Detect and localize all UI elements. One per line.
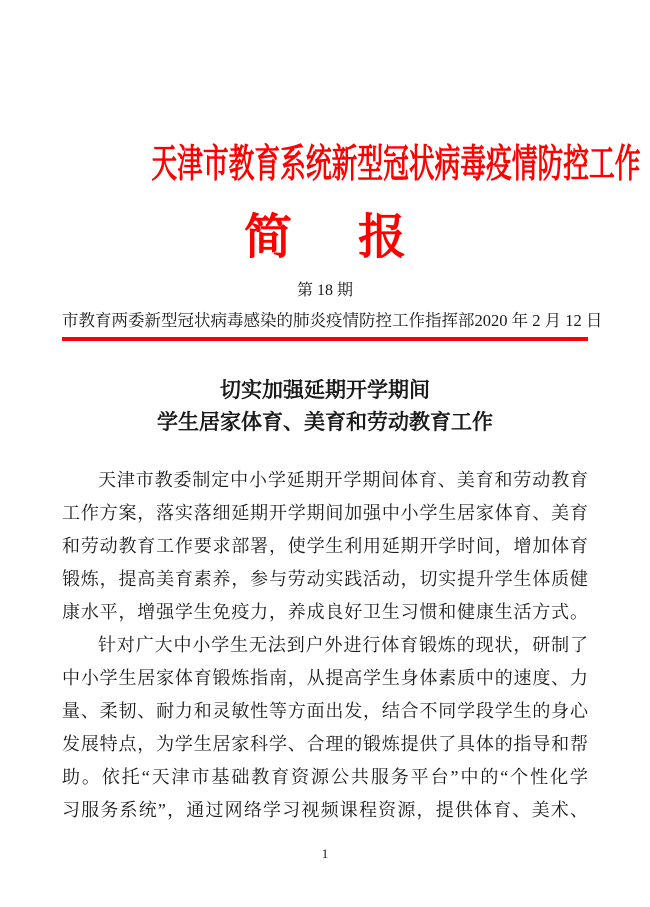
masthead-title: 天津市教育系统新型冠状病毒疫情防控工作 xyxy=(151,143,641,186)
article-heading-line-1: 切实加强延期开学期间 xyxy=(220,378,430,402)
paragraph-1 xyxy=(62,464,588,629)
body-line: 习服务系统”，通过网络学习视频课程资源，提供体育、美术、 xyxy=(62,800,588,820)
issue-number: 第 18 期 xyxy=(296,282,353,299)
body-line: 天津市教委制定中小学延期开学期间体育、美育和劳动教育 xyxy=(98,470,588,490)
body-line: 助。依托“天津市基础教育资源公共服务平台”中的“个性化学 xyxy=(62,767,588,787)
body-line: 发展特点，为学生居家科学、合理的锻炼提供了具体的指导和帮 xyxy=(62,734,588,754)
body-line: 和劳动教育工作要求部署，使学生利用延期开学时间，增加体育 xyxy=(62,536,588,556)
page-number: 1 xyxy=(321,846,329,861)
paragraph-2 xyxy=(62,629,588,827)
issuer-name: 市教育两委新型冠状病毒感染的肺炎疫情防控工作指挥部 xyxy=(62,311,475,330)
article-body xyxy=(62,464,588,827)
body-line: 量、柔韧、耐力和灵敏性等方面出发，结合不同学段学生的身心 xyxy=(62,701,588,721)
body-line: 针对广大中小学生无法到户外进行体育锻炼的现状，研制了 xyxy=(98,635,588,655)
brief-char-bao: 报 xyxy=(358,211,407,264)
brief-char-jian: 简 xyxy=(243,211,292,264)
issuer-row xyxy=(62,311,603,330)
issue-date: 2020 年 2 月 12 日 xyxy=(474,311,603,330)
body-line: 康水平，增强学生免疫力，养成良好卫生习惯和健康生活方式。 xyxy=(62,602,588,622)
body-line: 中小学生居家体育锻炼指南，从提高学生身体素质中的速度、力 xyxy=(62,668,588,688)
article-heading xyxy=(62,374,588,438)
masthead-divider-rule xyxy=(62,337,588,341)
masthead-brief xyxy=(62,211,588,264)
body-line: 锻炼，提高美育素养，参与劳动实践活动，切实提升学生体质健 xyxy=(62,569,588,589)
body-line: 工作方案，落实落细延期开学期间加强中小学生居家体育、美育 xyxy=(62,503,588,523)
article-heading-line-2: 学生居家体育、美育和劳动教育工作 xyxy=(157,410,493,434)
